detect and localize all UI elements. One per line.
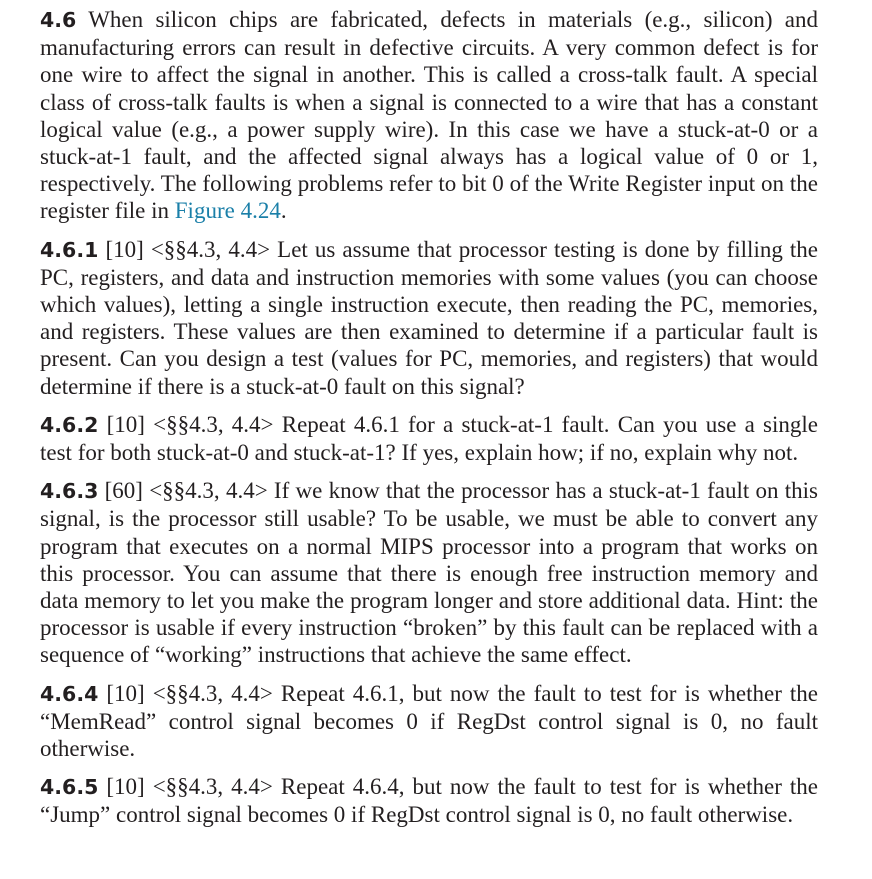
problem-text: [60] <§§4.3, 4.4> If we know that the processor has a stuck-at-1 fault on this signal, is the processor still usable? To be usable, we must be able to convert any program that executes on a normal MIPS processor into a program that works on this processor. You can assume that there is enough free instruction memory and data memory to let you make the program longer and store additional data. Hint: the processor is usable if every instruction “broken” by this fault can be replaced with a sequence of “working” instructions that achieve the same effect. [40,478,818,668]
problem-number: 4.6.4 [40,681,99,706]
problem-text: [10] <§§4.3, 4.4> Repeat 4.6.1, but now the fault to test for is whether the “MemRead” control signal becomes 0 if RegDst control signal is 0, no fault otherwise. [40,680,818,762]
problem-text: [10] <§§4.3, 4.4> Let us assume that processor testing is done by filling the PC, registers, and data and instruction memories with some values (you can choose which values), letting a single instruction execute, then reading the PC, memories, and registers. These values are then examined to determine if a particular fault is present. Can you design a test (values for PC, memories, and registers) that would determine if there is a stuck-at-0 fault on this signal? [40,236,818,399]
problem-4-6-2 [40,411,818,466]
problem-number: 4.6.3 [40,479,99,504]
problem-text: [10] <§§4.3, 4.4> Repeat 4.6.1 for a stuck-at-1 fault. Can you use a single test for both stuck-at-0 and stuck-at-1? If yes, explain how; if no, explain why not. [40,411,818,466]
problem-4-6-5 [40,773,818,828]
textbook-page [40,6,818,840]
problem-4-6 [40,6,818,225]
problem-4-6-4 [40,680,818,763]
problem-text: When silicon chips are fabricated, defects in materials (e.g., silicon) and manufacturing errors can result in defective circuits. A very common defect is for one wire to affect the signal in another. This is called a cross-talk fault. A special class of cross-talk faults is when a signal is connected to a wire that has a constant logical value (e.g., a power supply wire). In this case we have a stuck-at-0 or a stuck-at-1 fault, and the affected signal always has a logical value of 0 or 1, respectively. The following problems refer to bit 0 of the Write Register input on the register file in [40,7,818,224]
problem-4-6-3 [40,477,818,668]
problem-number: 4.6.2 [40,412,99,437]
problem-number: 4.6.5 [40,775,99,800]
problem-number: 4.6 [40,8,77,32]
problem-4-6-1 [40,236,818,400]
problem-text: [10] <§§4.3, 4.4> Repeat 4.6.4, but now the fault to test for is whether the “Jump” control signal becomes 0 if RegDst control signal is 0, no fault otherwise. [40,774,818,828]
problem-number: 4.6.1 [40,237,99,262]
problem-text-end: . [280,198,287,224]
figure-link[interactable]: Figure 4.24 [174,198,281,224]
